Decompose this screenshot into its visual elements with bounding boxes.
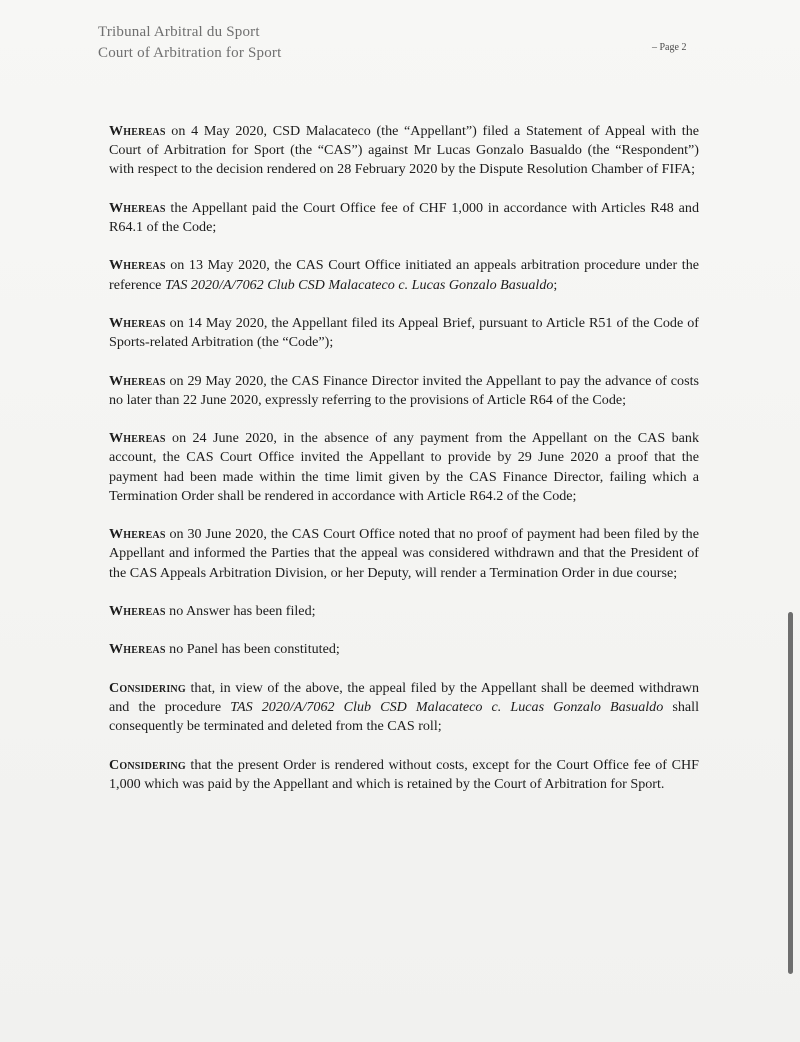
paragraph-procedure-initiated	[109, 256, 699, 294]
paragraph-keyword: Whereas	[109, 123, 166, 139]
paragraph-no-panel	[109, 640, 699, 659]
letterhead-french: Tribunal Arbitral du Sport	[98, 24, 260, 40]
paragraph-text: no Answer has been filed;	[165, 602, 316, 619]
paragraph-text: on 29 May 2020, the CAS Finance Director invited the Appellant to pay the advance of costs no later than 22 June 2020, expressly referring to the provisions of Article R64 of the Code;	[109, 372, 699, 408]
paragraph-costs	[109, 756, 699, 794]
paragraph-appeal-brief	[109, 314, 699, 352]
page-number: – Page 2	[652, 42, 687, 53]
paragraph-text: on 13 May 2020, the CAS Court Office initiated an appeals arbitration procedure under the reference	[109, 257, 699, 293]
paragraph-keyword: Considering	[109, 679, 186, 696]
paragraph-keyword: Whereas	[109, 430, 166, 447]
letterhead-english: Court of Arbitration for Sport	[98, 45, 282, 61]
paragraph-text-end: ;	[553, 276, 558, 293]
paragraph-text: on 14 May 2020, the Appellant filed its Appeal Brief, pursuant to Article R51 of the Code of Sports-related Arbitration (the “Code”);	[109, 314, 699, 351]
paragraph-payment-reminder	[109, 429, 699, 506]
paragraph-no-answer	[109, 602, 699, 621]
paragraph-text: the Appellant paid the Court Office fee of CHF 1,000 in accordance with Articles R48 and R64.1 of the Code;	[109, 199, 699, 235]
paragraph-keyword: Whereas	[109, 314, 166, 331]
paragraph-text: on 30 June 2020, the CAS Court Office noted that no proof of payment had been filed by the Appellant and informed the Parties that the appeal was considered withdrawn and that the President of the CAS Appeals Arbitration Division, or her Deputy, will render a Termination Order in due course;	[109, 526, 699, 581]
case-reference: TAS 2020/A/7062 Club CSD Malacateco c. Lucas Gonzalo Basualdo	[164, 276, 554, 293]
paragraph-keyword: Whereas	[109, 257, 166, 274]
paragraph-text: on 4 May 2020, CSD Malacateco (the “Appellant”) filed a Statement of Appeal with the Court of Arbitration for Sport (the “CAS”) against Mr Lucas Gonzalo Basualdo (the “Respondent”) with respect to the decision rendered on 28 February 2020 by the Dispute Resolution Chamber of FIFA;	[109, 123, 699, 178]
letterhead	[98, 22, 281, 64]
paragraph-keyword: Whereas	[109, 602, 166, 619]
paragraph-appeal-filed	[109, 122, 699, 180]
paragraph-text: that, in view of the above, the appeal filed by the Appellant shall be deemed withdrawn and the procedure	[109, 679, 699, 715]
paragraph-text-end: shall consequently be terminated and deleted from the CAS roll;	[109, 698, 699, 735]
paragraph-keyword: Considering	[109, 756, 186, 773]
document-body	[109, 122, 699, 813]
paragraph-withdrawn-notice	[109, 525, 699, 583]
vertical-scrollbar[interactable]	[788, 612, 793, 974]
paragraph-keyword: Whereas	[109, 641, 166, 658]
paragraph-fee-paid	[109, 199, 699, 237]
paragraph-keyword: Whereas	[109, 199, 166, 216]
case-reference: TAS 2020/A/7062 Club CSD Malacateco c. Lucas Gonzalo Basualdo	[230, 698, 664, 715]
paragraph-keyword: Whereas	[109, 372, 166, 389]
paragraph-text: on 24 June 2020, in the absence of any payment from the Appellant on the CAS bank account, the CAS Court Office invited the Appellant to provide by 29 June 2020 a proof that the payment had been made within the time limit given by the CAS Finance Director, failing which a Termination Order shall be rendered in accordance with Article R64.2 of the Code;	[109, 430, 699, 504]
paragraph-text: no Panel has been constituted;	[165, 641, 340, 658]
paragraph-advance-of-costs	[109, 372, 699, 410]
paragraph-deemed-withdrawn	[109, 679, 699, 737]
paragraph-text: that the present Order is rendered without costs, except for the Court Office fee of CHF 1,000 which was paid by the Appellant and which is retained by the Court of Arbitration for Sport.	[109, 756, 699, 792]
paragraph-keyword: Whereas	[109, 526, 166, 543]
